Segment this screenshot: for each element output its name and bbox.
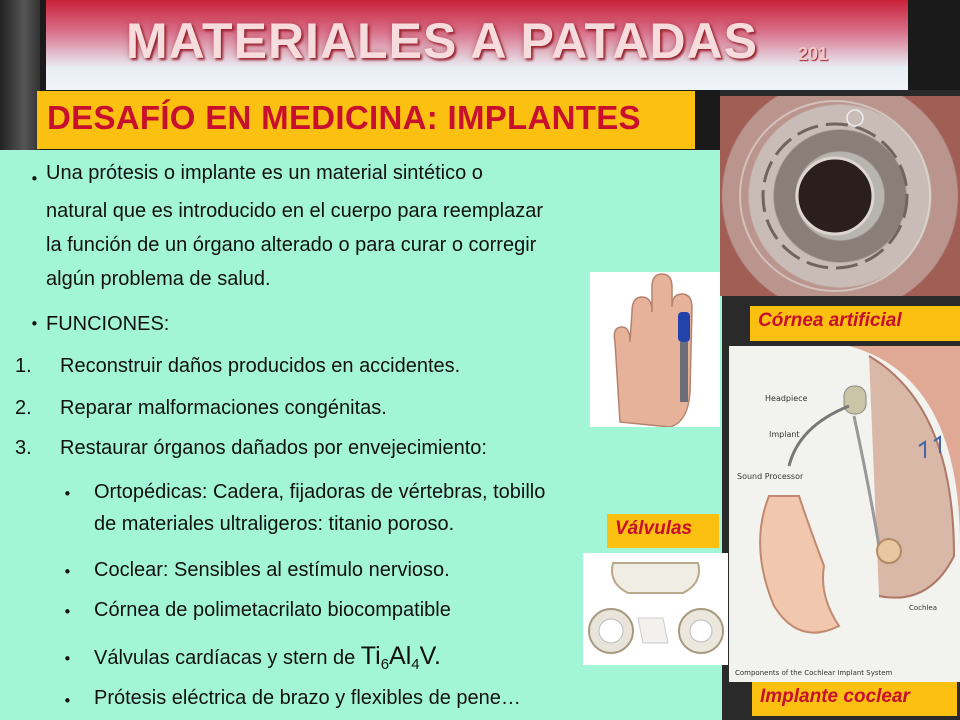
- intro-line: Una prótesis o implante es un material sintético o: [46, 162, 483, 184]
- list-item: Reparar malformaciones congénitas.: [60, 397, 387, 419]
- bullet-dot: •: [30, 170, 39, 188]
- list-number: 2.: [15, 397, 32, 419]
- headpiece-label: Headpiece: [765, 394, 808, 403]
- list-item: Restaurar órganos dañados por envejecimiento:: [60, 437, 487, 459]
- formula-v: V.: [419, 642, 441, 670]
- valves-image: [583, 553, 728, 665]
- subtitle-banner: [37, 91, 695, 149]
- headpiece-shape: [844, 386, 866, 414]
- formula-ti-sub: 6: [380, 656, 390, 673]
- bullet-dot: •: [30, 315, 39, 333]
- sound-processor-label: Sound Processor: [737, 472, 804, 481]
- cochlea-label: Cochlea: [909, 604, 937, 612]
- slide-subtitle: DESAFÍO EN MEDICINA: IMPLANTES: [47, 99, 641, 136]
- list-number: 3.: [15, 437, 32, 459]
- formula-al: Al: [389, 642, 412, 670]
- bullet-dot: •: [63, 485, 72, 503]
- bullet-dot: •: [63, 563, 72, 581]
- cornea-image: [720, 96, 960, 296]
- list-item: Reconstruir daños producidos en accidentes.: [60, 355, 461, 377]
- cornea-label: Córnea artificial: [750, 306, 960, 341]
- formula-ti: Ti: [360, 642, 381, 670]
- sub-item: de materiales ultraligeros: titanio poroso.: [94, 513, 455, 535]
- background-photo-strip: [0, 0, 40, 150]
- sub-item: Ortopédicas: Cadera, fijadoras de vértebras, tobillo: [94, 481, 546, 503]
- hand-image: [590, 272, 720, 427]
- formula-al-sub: 4: [411, 656, 420, 673]
- sub-item: Prótesis eléctrica de brazo y flexibles de pene…: [94, 687, 521, 709]
- coclear-label: Implante coclear: [752, 682, 957, 716]
- slide-number: 201: [798, 44, 829, 64]
- valvulas-text: Válvulas cardíacas y stern de: [94, 647, 361, 669]
- list-number: 1.: [15, 355, 32, 377]
- hand-photo: [590, 272, 720, 427]
- cochlear-diagram: [729, 346, 960, 682]
- cochlear-image: [729, 346, 960, 682]
- intro-line: algún problema de salud.: [46, 268, 271, 290]
- intro-line: la función de un órgano alterado o para curar o corregir: [46, 234, 537, 256]
- bullet-dot: •: [63, 603, 72, 621]
- sub-item-valvulas: [94, 642, 441, 679]
- valves-photo: [583, 553, 728, 665]
- bullet-dot: •: [63, 692, 72, 710]
- sub-item: Coclear: Sensibles al estímulo nervioso.: [94, 559, 450, 581]
- cornea-photo: [720, 96, 960, 296]
- funciones-heading: FUNCIONES:: [46, 313, 170, 335]
- implant-label: Implant: [769, 430, 800, 439]
- sub-item: Córnea de polimetacrilato biocompatible: [94, 599, 451, 621]
- bullet-dot: •: [63, 650, 72, 668]
- slide-title: MATERIALES A PATADAS: [126, 13, 759, 69]
- intro-line: natural que es introducido en el cuerpo para reemplazar: [46, 200, 543, 222]
- valvulas-label: Válvulas: [607, 514, 719, 548]
- diagram-caption: Components of the Cochlear Implant System: [735, 669, 893, 677]
